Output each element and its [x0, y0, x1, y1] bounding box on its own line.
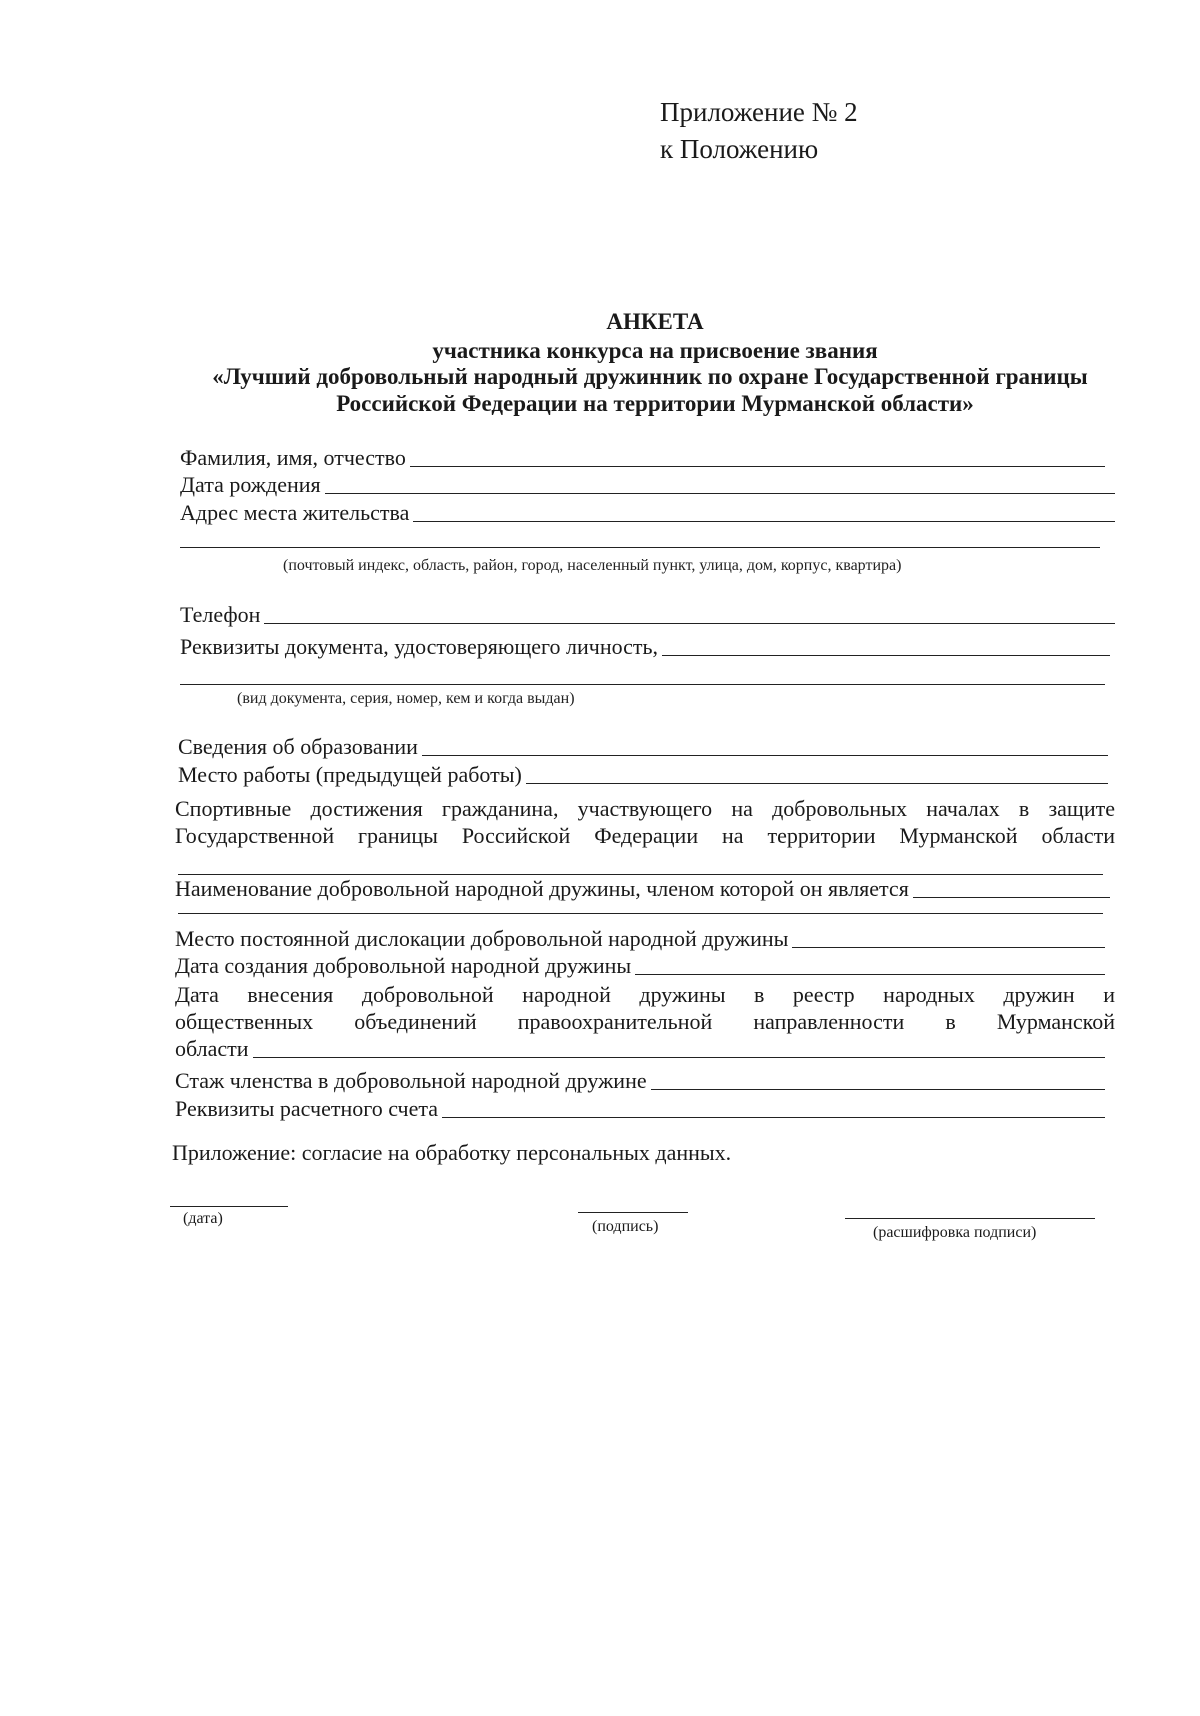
signature-line[interactable]: [578, 1212, 688, 1213]
address-hint: (почтовый индекс, область, район, город, населенный пункт, улица, дом, корпус, квартира): [283, 557, 902, 574]
appendix-number: Приложение № 2: [660, 97, 858, 127]
phone-line[interactable]: [264, 622, 1115, 624]
birth-date-label: Дата рождения: [180, 472, 321, 497]
appendix-reference: к Положению: [660, 134, 819, 164]
address-label: Адрес места жительства: [180, 500, 410, 525]
bank-account-field[interactable]: [175, 1096, 1105, 1122]
membership-field[interactable]: [175, 1068, 1105, 1094]
phone-label: Телефон: [180, 602, 261, 627]
full-name-line[interactable]: [410, 465, 1105, 467]
id-document-field[interactable]: [180, 634, 1110, 660]
squad-created-line[interactable]: [635, 973, 1105, 975]
birth-date-field[interactable]: [180, 472, 1115, 498]
date-caption: (дата): [183, 1210, 223, 1227]
bank-account-label: Реквизиты расчетного счета: [175, 1096, 439, 1121]
id-document-label: Реквизиты документа, удостоверяющего личность,: [180, 634, 659, 659]
membership-label: Стаж членства в добровольной народной дружине: [175, 1068, 647, 1093]
address-continuation-line[interactable]: [180, 547, 1100, 548]
registry-date-field[interactable]: [175, 1036, 1105, 1062]
squad-location-line[interactable]: [792, 946, 1105, 948]
sports-achievements-line[interactable]: [178, 874, 1103, 875]
squad-name-field[interactable]: [175, 876, 1110, 902]
registry-date-label-1: Дата внесения добровольной народной дружины в реестр народных дружин и: [175, 982, 1115, 1007]
membership-line[interactable]: [651, 1088, 1105, 1090]
workplace-label: Место работы (предыдущей работы): [178, 762, 522, 787]
birth-date-line[interactable]: [325, 492, 1115, 494]
full-name-label: Фамилия, имя, отчество: [180, 445, 406, 470]
signature-decoding-caption: (расшифровка подписи): [873, 1224, 1037, 1241]
id-document-continuation-line[interactable]: [180, 684, 1105, 685]
signature-decoding-line[interactable]: [845, 1218, 1095, 1219]
squad-created-label: Дата создания добровольной народной дружины: [175, 953, 632, 978]
address-field[interactable]: [180, 500, 1115, 526]
squad-location-label: Место постоянной дислокации добровольной народной дружины: [175, 926, 789, 951]
date-line[interactable]: [170, 1206, 288, 1207]
squad-location-field[interactable]: [175, 926, 1105, 952]
id-document-line[interactable]: [662, 654, 1110, 656]
squad-name-label: Наименование добровольной народной дружины, членом которой он является: [175, 876, 909, 901]
education-label: Сведения об образовании: [178, 734, 418, 759]
education-field[interactable]: [178, 734, 1108, 760]
workplace-field[interactable]: [178, 762, 1108, 788]
bank-account-line[interactable]: [442, 1116, 1105, 1118]
workplace-line[interactable]: [526, 782, 1108, 784]
form-title-line-1: «Лучший добровольный народный дружинник по охране Государственной границы: [212, 364, 1088, 389]
registry-date-label-3: области: [175, 1036, 249, 1061]
sports-achievements-label-1: Спортивные достижения гражданина, участвующего на добровольных началах в защите: [175, 796, 1115, 821]
squad-created-field[interactable]: [175, 953, 1105, 979]
form-title-line-2: Российской Федерации на территории Мурманской области»: [336, 391, 974, 416]
squad-name-continuation-line[interactable]: [178, 913, 1103, 914]
squad-name-line[interactable]: [913, 896, 1110, 898]
signature-caption: (подпись): [592, 1218, 659, 1235]
form-heading: АНКЕТА: [606, 309, 704, 334]
sports-achievements-label-2: Государственной границы Российской Федерации на территории Мурманской области: [175, 823, 1115, 848]
id-document-hint: (вид документа, серия, номер, кем и когда выдан): [237, 690, 575, 707]
full-name-field[interactable]: [180, 445, 1105, 471]
address-line[interactable]: [413, 520, 1115, 522]
attachment-note: Приложение: согласие на обработку персональных данных.: [172, 1140, 732, 1165]
registry-date-label-2: общественных объединений правоохранительной направленности в Мурманской: [175, 1009, 1115, 1034]
education-line[interactable]: [422, 754, 1108, 756]
form-subtitle: участника конкурса на присвоение звания: [432, 338, 878, 363]
registry-date-line[interactable]: [253, 1056, 1105, 1058]
phone-field[interactable]: [180, 602, 1115, 628]
